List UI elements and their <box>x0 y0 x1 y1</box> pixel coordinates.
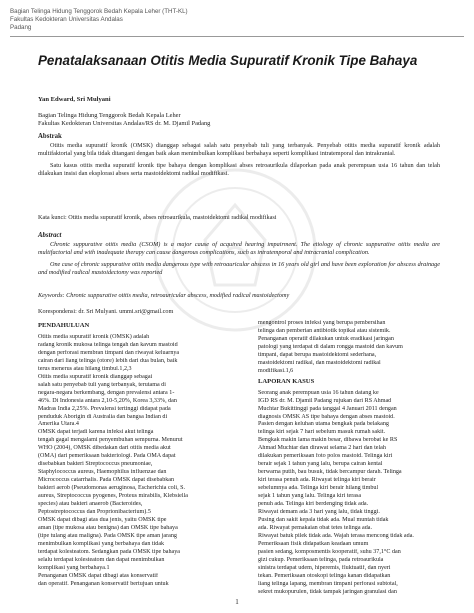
text-line: Penanganan OMSK dapat dibagi atas konservatif <box>38 572 158 579</box>
text-line: Peptostreptococcus dan Proprionibacterium).5 <box>38 508 151 515</box>
text-line: Otitis media supuratif kronik dianggap sebagai <box>38 373 153 380</box>
text-line: Staphylococcus aureus, Haemophilus influenzae dan <box>38 469 167 476</box>
text-line: Pusing dan sakit kepala tidak ada. Mual muntah tidak <box>258 516 389 523</box>
text-line: terdapat kolesteatom. Sedangkan pada OMSK tipe bahaya <box>38 548 180 555</box>
abstrak-paragraph-2: Satu kasus otitis media supuratif kronik tipe bahaya dengan komplikasi abses retroaurikula dilaporkan pada anak perempuan usia 16 tahun dan telah dilakukan insisi dan eksplorasi abses serta mastoidektomi radikal modifikasi. <box>38 161 440 178</box>
abstract-paragraph-2: One case of chronic suppurative otitis media dangerous type with retroauricular abscess in 16 years old girl and have been exploration for abscess drainage and modified radical mastoidectomy was reported <box>38 260 440 277</box>
abstrak-body <box>38 142 440 182</box>
text-line: Riwayat batuk pilek tidak ada. Wajah terasa mencong tidak ada. <box>258 532 414 539</box>
abstract-heading: Abstract <box>38 232 62 239</box>
text-line: Madras India 2,25%. Prevalensi tertinggi didapat pada <box>38 405 171 412</box>
text-line: salah satu penyebab tuli yang terbanyak, terutama di <box>38 381 166 388</box>
text-line: ada. Riwayat pemakaian obat tetes telinga ada. <box>258 524 373 531</box>
text-line: tengah gagal mengalami penyembuhan sempurna. Menurut <box>38 437 183 444</box>
text-line: Bengkak makin lama makin besar, dibawa berobat ke RS <box>258 437 398 444</box>
left-column-text <box>38 334 236 589</box>
text-line: mastoidektomi radikal, dan mastoidektomi radikal <box>258 359 381 366</box>
text-line: kiri terasa penuh ada. Riwayat telinga kiri berair <box>258 477 376 484</box>
text-line: dan operatif. Penanganan konservatif bertujuan untuk <box>38 580 169 587</box>
text-line: OMSK dapat terjadi karena infeksi akut telinga <box>38 429 154 436</box>
right-column-intro-text <box>258 320 456 376</box>
text-line: dilakukan pemeriksaan foto polos mastoid. Telinga kiri <box>258 453 393 460</box>
section-heading-laporan-kasus: LAPORAN KASUS <box>258 377 315 385</box>
text-line: sekret mukopurulen, tidak tampak jaringan granulasi dan <box>258 588 397 595</box>
text-line: (tipe tulang atau maligna). Pada OMSK tipe aman jarang <box>38 532 177 539</box>
abstract-paragraph-1: Chronic suppurative otitis media (CSOM) is a major cause of acquired hearing impairment. The etiology of chronic suppurative otitis media are multifactorial and with inadequate therapy can cause dangerous complications, such as intratemporal and intracranial complication. <box>38 241 440 257</box>
text-line: Pasien dengan keluhan utama bengkak pada belakang <box>258 421 389 428</box>
text-line: 46%. Di Indonesia antara 2,10-5,20%, Korea 3,33%, dan <box>38 397 177 404</box>
text-line: Otitis media supuratif kronik (OMSK) adalah <box>38 334 150 340</box>
text-line: diagnosis OMSK AS tipe bahaya dengan abses mastoid. <box>258 413 395 420</box>
text-line: cairan dari liang telinga (otore) lebih dari dua bulan, baik <box>38 357 178 364</box>
text-line: aureus, Streptococcus pyogenes, Proteus mirabilis, Klebsiella <box>38 493 188 500</box>
right-column-text <box>258 390 456 597</box>
text-line: terus menerus atau hilang timbul.1,2,3 <box>38 365 132 372</box>
affiliation-line-1: Bagian Telinga Hidung Tenggorok Bedah Kepala Leher <box>38 112 181 119</box>
text-line: liang telinga lapang, membran timpani perforasi subtotal, <box>258 580 398 587</box>
text-line: timpani, dapat berupa mastoidektomi sederhana, <box>258 351 377 358</box>
affiliation <box>38 112 210 129</box>
text-line: disebabkan bakteri Streptococcus pneumoniae, <box>38 461 153 468</box>
text-line: mengontrol proses infeksi yang berupa pembersihan <box>258 320 386 326</box>
text-line: pasien sedang, komposmentis kooperatif, suhu 37,1°C dan <box>258 548 401 555</box>
text-line: Micrococcus catarrhalis. Pada OMSK dapat disebabkan <box>38 477 175 484</box>
header-rule <box>10 36 464 37</box>
text-line: sejak 1 tahun yang lalu. Telinga kiri terasa <box>258 493 362 500</box>
text-line: IGD RS dr. M. Djamil Padang rujukan dari RS Ahmad <box>258 397 392 404</box>
abstract-body <box>38 241 440 281</box>
left-column <box>38 320 236 589</box>
article-title: Penatalaksanaan Otitis Media Supuratif Kronik Tipe Bahaya <box>38 53 418 68</box>
text-line: radang kronik mukosa telinga tengah dan kavum mastoid <box>38 341 178 348</box>
text-line: Muchtar Bukittinggi pada tanggal 4 Januari 2011 dengan <box>258 405 397 412</box>
text-line: species) atau bakteri anaerob (Bacteroides, <box>38 501 143 508</box>
text-line: (OMA) dari pemeriksaan bakteriologi. Pada OMA dapat <box>38 453 176 460</box>
text-line: komplikasi yang berbahaya.1 <box>38 564 110 571</box>
text-line: Riwayat demam ada 3 hari yang lalu, tidak tinggi. <box>258 508 380 515</box>
text-line: Amerika Utara.4 <box>38 421 79 428</box>
text-line: OMSK dapat dibagi atas dua jenis, yaitu OMSK tipe <box>38 516 167 523</box>
text-line: gizi cukup. Pemeriksaan telinga, pada retroaurikula <box>258 556 384 563</box>
text-line: Penanganan operatif dilakukan untuk eradikasi jaringan <box>258 335 394 342</box>
text-line: berwarna putih, bau busuk, tidak bercampur darah. Telinga <box>258 469 402 476</box>
authors: Yan Edward, Sri Mulyani <box>38 96 111 103</box>
text-line: Seorang anak perempuan usia 16 tahun datang ke <box>258 389 379 396</box>
abstrak-paragraph-1: Otitis media supuratif kronik (OMSK) dianggap sebagai salah satu penyebab tuli yang terbanyak. Penyebab otitis media supuratif kronik adalah multifaktorial yang bila tidak ditangani dengan baik akan menimbulkan komplikasi berbahaya seperti komplikasi intratemporal dan intrakranial. <box>38 142 440 158</box>
keywords: Keywords: Chronic suppurative otitis media, retroauricular abscess, modified radical mastoidectomy <box>38 292 290 299</box>
text-line: dengan perforasi membran timpani dan riwayat keluarnya <box>38 349 180 356</box>
right-column <box>258 320 456 596</box>
text-line: penduduk Aborigin di Australia dan bangsa Indian di <box>38 413 168 420</box>
header-line-2: Fakultas Kedokteran Universitas Andalas <box>10 16 123 23</box>
header-line-1: Bagian Telinga Hidung Tenggorok Bedah Kepala Leher (THT-KL) <box>10 8 188 15</box>
correspondence: Korespondensi: dr. Sri Mulyani. ummi.sri@gmail.com <box>38 308 174 315</box>
running-header <box>10 8 188 32</box>
text-line: bakteri aerob (Pseudomonas aeruginosa, Escherichia coli, S. <box>38 485 186 492</box>
section-heading-pendahuluan: PENDAHULUAN <box>38 322 90 329</box>
text-line: selalu terdapat kolesteatom dan dapat menimbulkan <box>38 556 165 563</box>
affiliation-line-2: Fakultas Kedokteran Universitas Andalas/RS dr. M. Djamil Padang <box>38 120 211 128</box>
page-number: 1 <box>235 598 239 606</box>
text-line: patologi yang terdapat di dalam rongga mastoid dan kavum <box>258 343 403 350</box>
text-line: negara-negara berkembang, dengan prevalensi antara 1- <box>38 389 175 396</box>
text-line: WHO (2004), OMSK dibedakan dari otitis media akut <box>38 445 171 452</box>
text-line: aman (tipe mukosa atau benigna) dan OMSK tipe bahaya <box>38 524 178 531</box>
text-line: Ahmad Muchtar dan dirawat selama 2 hari dan telah <box>258 445 386 452</box>
text-line: menimbulkan komplikasi yang berbahaya dan tidak <box>38 540 165 547</box>
text-line: penuh ada. Telinga kiri berdenging tidak ada. <box>258 501 369 508</box>
text-line: sebelumnya ada. Telinga kiri berair hilang timbul <box>258 485 379 492</box>
abstrak-heading: Abstrak <box>38 133 62 140</box>
text-line: Pemeriksaan fisik didapatkan keadaan umum <box>258 540 369 547</box>
text-line: sinistra terdapat udem, hiperemis, fluktuatif, dan nyeri <box>258 564 391 571</box>
text-line: telinga kiri sejak 7 hari sebelum masuk rumah sakit. <box>258 429 386 436</box>
text-line: modifikasi.1,6 <box>258 367 294 374</box>
text-line: tekan. Pemeriksaan otoskopi telinga kanan didapatkan <box>258 572 391 579</box>
header-line-3: Padang <box>10 24 32 31</box>
kata-kunci: Kata kunci: Otitis media supuratif kronik, abses retroaurikula, mastoidektomi radikal modifikasi <box>38 214 277 221</box>
text-line: telinga dan pemberian antibiotik topikal atau sistemik. <box>258 327 391 334</box>
text-line: berair sejak 1 tahun yang lalu, berupa cairan kental <box>258 461 383 468</box>
